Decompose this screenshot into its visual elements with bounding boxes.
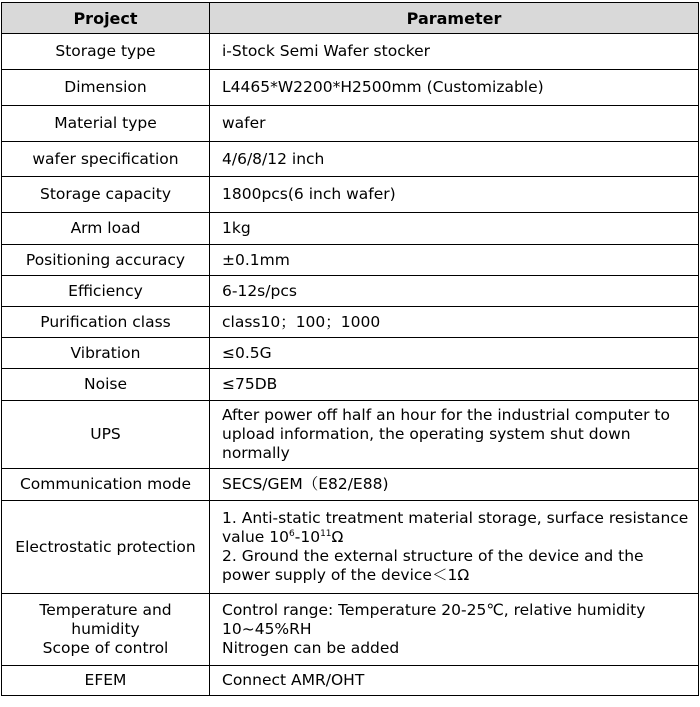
- table-row: [2, 401, 699, 469]
- header-project: Project: [2, 3, 210, 34]
- table-row: [2, 501, 699, 594]
- row-key: Temperature and humidity Scope of control: [2, 594, 210, 666]
- table-row: [2, 106, 699, 142]
- row-key: Noise: [2, 369, 210, 401]
- row-value: 1kg: [210, 213, 699, 245]
- row-key: EFEM: [2, 666, 210, 696]
- row-value: After power off half an hour for the industrial computer to upload information, the operating system shut down normally: [210, 401, 699, 469]
- row-key: Communication mode: [2, 469, 210, 501]
- table-row: [2, 469, 699, 501]
- spec-table: [1, 2, 699, 696]
- row-key: Dimension: [2, 70, 210, 106]
- table-row: [2, 245, 699, 276]
- table-row: [2, 177, 699, 213]
- row-value: 4/6/8/12 inch: [210, 142, 699, 177]
- row-value: SECS/GEM（E82/E88): [210, 469, 699, 501]
- row-key: Positioning accuracy: [2, 245, 210, 276]
- table-row: [2, 142, 699, 177]
- table-row: [2, 369, 699, 401]
- table-row: [2, 338, 699, 369]
- row-value: ±0.1mm: [210, 245, 699, 276]
- row-value: Connect AMR/OHT: [210, 666, 699, 696]
- row-value: class10；100；1000: [210, 307, 699, 338]
- row-key: Arm load: [2, 213, 210, 245]
- row-value: wafer: [210, 106, 699, 142]
- row-key: Purification class: [2, 307, 210, 338]
- row-value: 1800pcs(6 inch wafer): [210, 177, 699, 213]
- header-parameter: Parameter: [210, 3, 699, 34]
- row-key: Vibration: [2, 338, 210, 369]
- electrostatic-line-2: 2. Ground the external structure of the device and the power supply of the device＜1Ω: [222, 547, 644, 584]
- row-value: L4465*W2200*H2500mm (Customizable): [210, 70, 699, 106]
- row-value: ≤75DB: [210, 369, 699, 401]
- table-row: [2, 70, 699, 106]
- row-key: Efficiency: [2, 276, 210, 307]
- table-row: [2, 307, 699, 338]
- row-value: 6-12s/pcs: [210, 276, 699, 307]
- row-key: UPS: [2, 401, 210, 469]
- row-key: Electrostatic protection: [2, 501, 210, 594]
- row-value: ≤0.5G: [210, 338, 699, 369]
- row-value: i-Stock Semi Wafer stocker: [210, 34, 699, 70]
- table-row: [2, 594, 699, 666]
- row-key: wafer specification: [2, 142, 210, 177]
- electrostatic-line-1: 1. Anti-static treatment material storage, surface resistance value $10^6-10^{11}\Omega$: [222, 509, 689, 546]
- row-key: Storage capacity: [2, 177, 210, 213]
- row-key: Material type: [2, 106, 210, 142]
- row-value: Control range: Temperature 20-25℃, relative humidity 10~45%RH Nitrogen can be added: [210, 594, 699, 666]
- table-row: [2, 213, 699, 245]
- table-row: [2, 666, 699, 696]
- table-row: [2, 276, 699, 307]
- row-value: [210, 501, 699, 594]
- header-row: [2, 3, 699, 34]
- table-row: [2, 34, 699, 70]
- row-key: Storage type: [2, 34, 210, 70]
